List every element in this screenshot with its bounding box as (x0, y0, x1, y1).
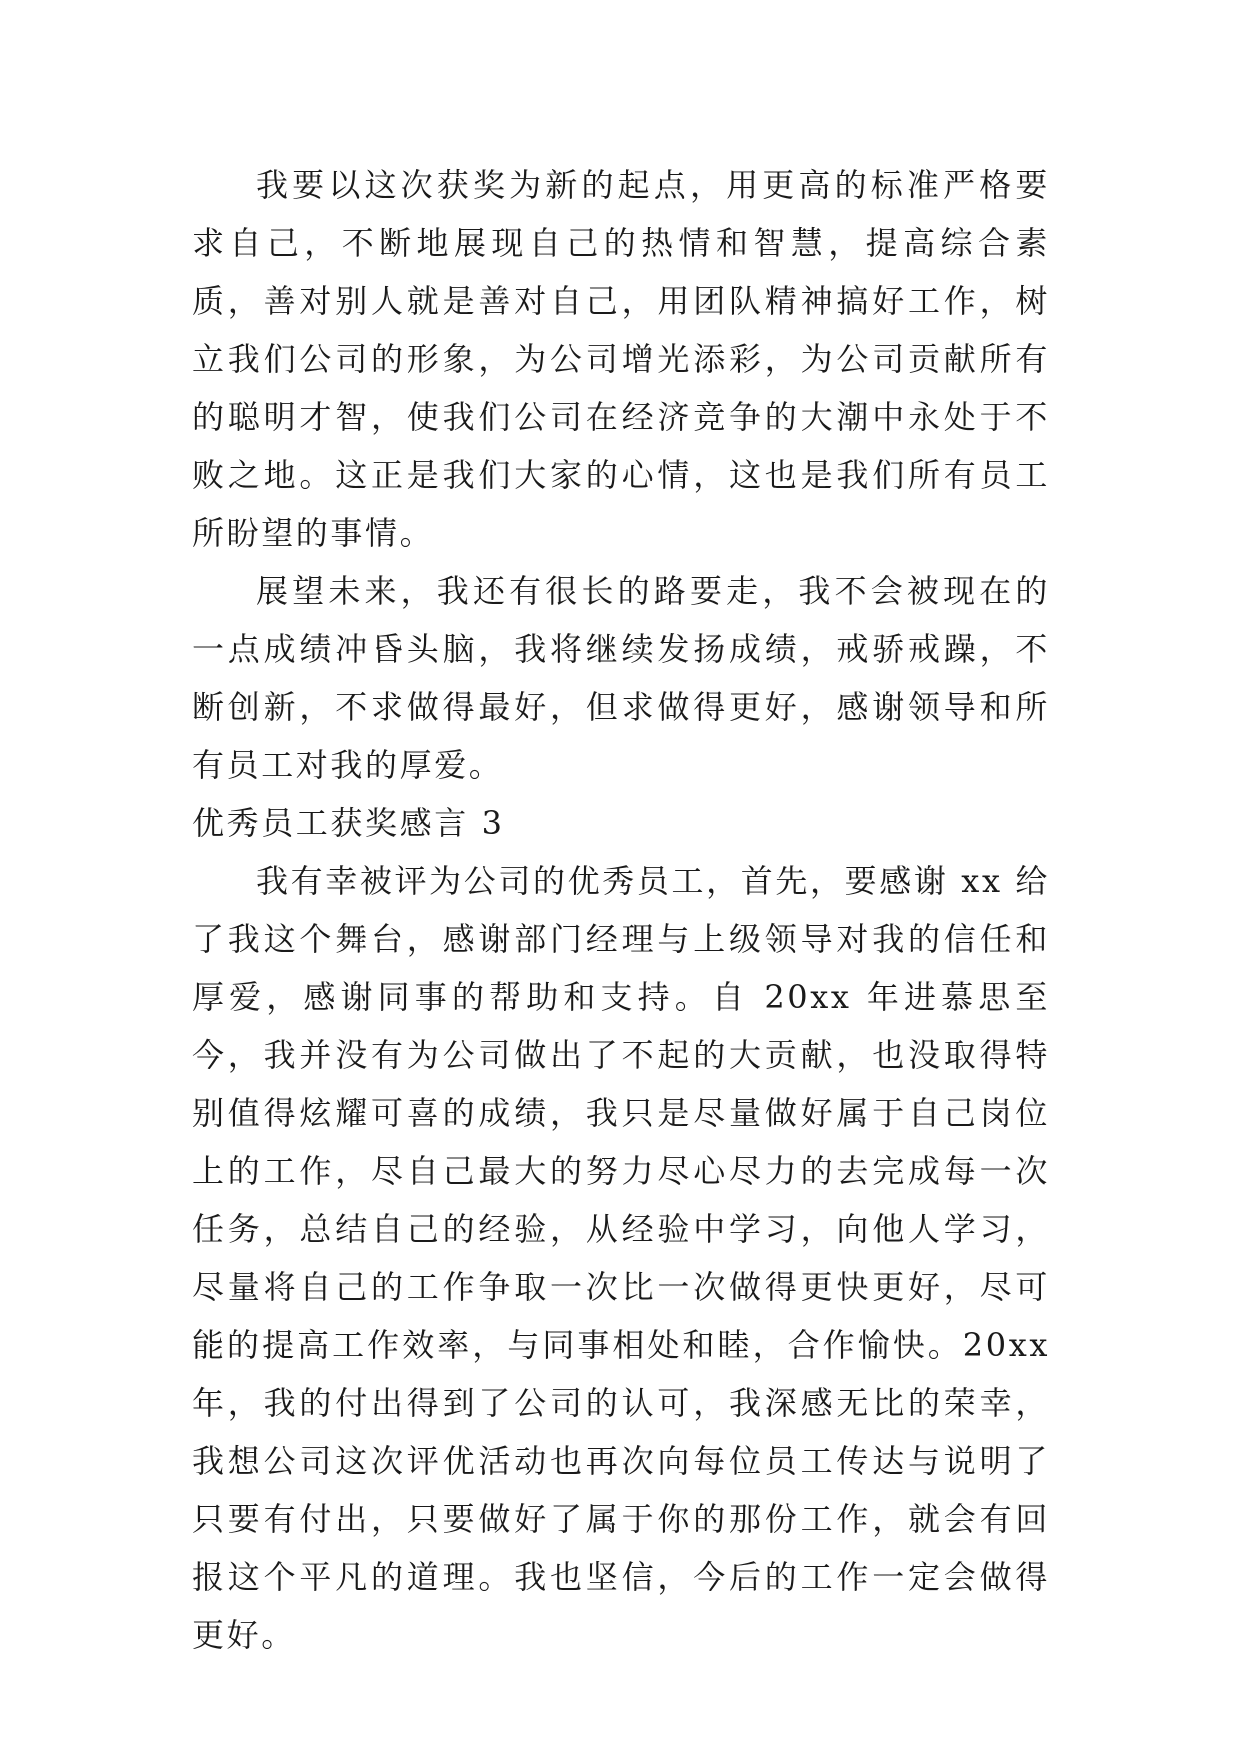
paragraph-1: 我要以这次获奖为新的起点，用更高的标准严格要求自己，不断地展现自己的热情和智慧，提高综合素质，善对别人就是善对自己，用团队精神搞好工作，树立我们公司的形象，为公司增光添彩，为公司贡献所有的聪明才智，使我们公司在经济竞争的大潮中永处于不败之地。这正是我们大家的心情，这也是我们所有员工所盼望的事情。 (192, 166, 1050, 552)
section-heading: 优秀员工获奖感言 3 (192, 804, 505, 842)
paragraph-2: 展望未来，我还有很长的路要走，我不会被现在的一点成绩冲昏头脑，我将继续发扬成绩，戒骄戒躁，不断创新，不求做得最好，但求做得更好，感谢领导和所有员工对我的厚爱。 (192, 572, 1050, 784)
paragraph-3: 我有幸被评为公司的优秀员工，首先，要感谢 xx 给了我这个舞台，感谢部门经理与上级领导对我的信任和厚爱，感谢同事的帮助和支持。自 20xx 年进慕思至今，我并没有为公司做出了不起的大贡献，也没取得特别值得炫耀可喜的成绩，我只是尽量做好属于自己岗位上的工作，尽自己最大的努力尽心尽力的去完成每一次任务，总结自己的经验，从经验中学习，向他人学习，尽量将自己的工作争取一次比一次做得更快更好，尽可能的提高工作效率，与同事相处和睦，合作愉快。20xx 年，我的付出得到了公司的认可，我深感无比的荣幸，我想公司这次评优活动也再次向每位员工传达与说明了只要有付出，只要做好了属于你的那份工作，就会有回报这个平凡的道理。我也坚信，今后的工作一定会做得更好。 (192, 862, 1050, 1654)
document-body (192, 156, 1050, 1664)
